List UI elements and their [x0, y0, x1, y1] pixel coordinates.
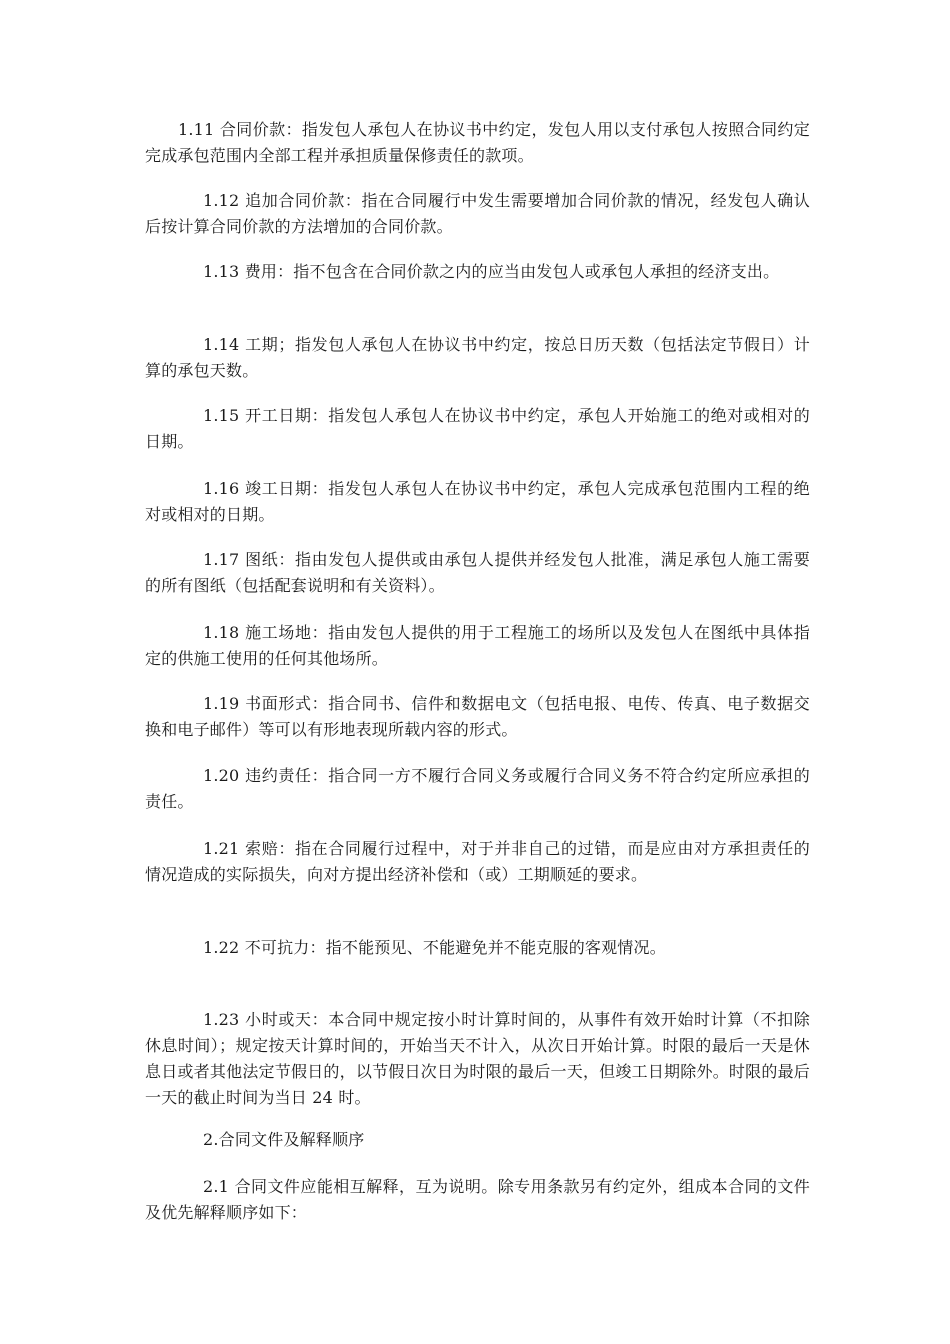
clause-1-21: 1.21 索赔：指在合同履行过程中，对于并非自己的过错，而是应由对方承担责任的情况造成的实际损失，向对方提出经济补偿和（或）工期顺延的要求。 — [145, 839, 810, 884]
clause-2-1: 2.1 合同文件应能相互解释，互为说明。除专用条款另有约定外，组成本合同的文件及优先解释顺序如下： — [145, 1177, 810, 1222]
clause-1-17: 1.17 图纸：指由发包人提供或由承包人提供并经发包人批准，满足承包人施工需要的所有图纸（包括配套说明和有关资料）。 — [145, 550, 810, 595]
clause-1-12: 1.12 追加合同价款：指在合同履行中发生需要增加合同价款的情况，经发包人确认后按计算合同价款的方法增加的合同价款。 — [145, 191, 810, 236]
clause-1-14: 1.14 工期；指发包人承包人在协议书中约定，按总日历天数（包括法定节假日）计算的承包天数。 — [145, 335, 810, 380]
clause-1-15: 1.15 开工日期：指发包人承包人在协议书中约定，承包人开始施工的绝对或相对的日期。 — [145, 406, 810, 451]
clause-1-18: 1.18 施工场地：指由发包人提供的用于工程施工的场所以及发包人在图纸中具体指定的供施工使用的任何其他场所。 — [145, 623, 810, 668]
clause-1-20: 1.20 违约责任：指合同一方不履行合同义务或履行合同义务不符合约定所应承担的责任。 — [145, 766, 810, 811]
clause-1-19: 1.19 书面形式：指合同书、信件和数据电文（包括电报、电传、传真、电子数据交换和电子邮件）等可以有形地表现所载内容的形式。 — [145, 694, 810, 739]
section-2-heading: 2.合同文件及解释顺序 — [203, 1130, 365, 1149]
clause-1-22: 1.22 不可抗力：指不能预见、不能避免并不能克服的客观情况。 — [203, 938, 666, 957]
clause-1-11: 1.11 合同价款：指发包人承包人在协议书中约定，发包人用以支付承包人按照合同约定完成承包范围内全部工程并承担质量保修责任的款项。 — [145, 120, 810, 165]
clause-1-16: 1.16 竣工日期：指发包人承包人在协议书中约定，承包人完成承包范围内工程的绝对或相对的日期。 — [145, 479, 810, 524]
clause-1-23: 1.23 小时或天：本合同中规定按小时计算时间的，从事件有效开始时计算（不扣除休息时间）；规定按天计算时间的，开始当天不计入，从次日开始计算。时限的最后一天是休息日或者其他法定节假日的，以节假日次日为时限的最后一天，但竣工日期除外。时限的最后一天的截止时间为当日 24 时。 — [145, 1010, 810, 1107]
clause-1-13: 1.13 费用：指不包含在合同价款之内的应当由发包人或承包人承担的经济支出。 — [203, 262, 780, 281]
